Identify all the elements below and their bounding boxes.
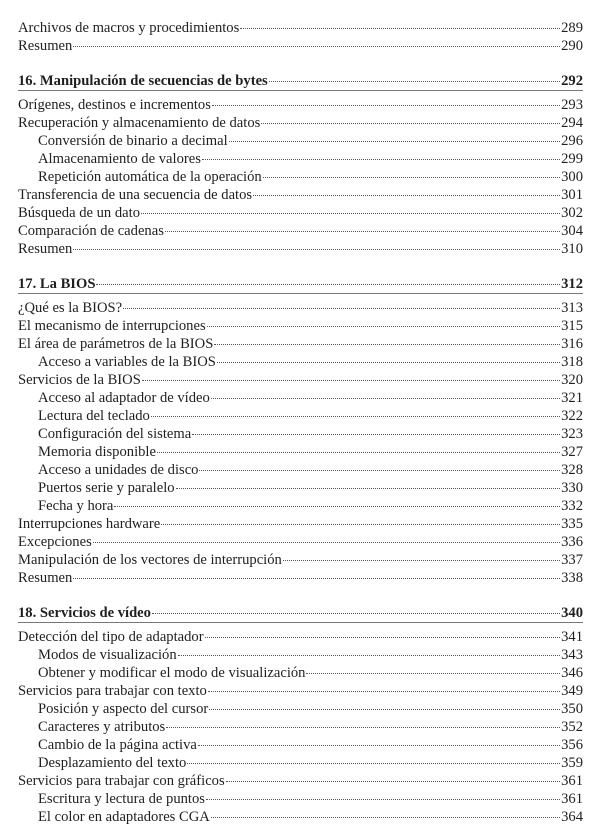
dot-leader [226,781,560,782]
entry-title: Archivos de macros y procedimientos [18,20,240,36]
page-number: 315 [561,318,583,334]
toc-subentry [18,700,583,718]
dot-leader [176,488,561,489]
toc-entry [18,335,583,353]
dot-leader [229,141,560,142]
entry-title: Fecha y hora [38,498,114,514]
dot-leader [166,727,560,728]
page-number: 299 [561,151,583,167]
entry-title: Puertos serie y paralelo [38,480,175,496]
toc-subentry [18,497,583,515]
toc-subentry [18,664,583,682]
entry-title: Manipulación de los vectores de interrupción [18,552,282,568]
entry-title: Lectura del teclado [38,408,150,424]
toc-entry [18,551,583,569]
toc-subentry [18,389,583,407]
page-number: 337 [561,552,583,568]
toc-entry [18,96,583,114]
toc-subentry [18,150,583,168]
entry-title: Búsqueda de un dato [18,205,140,221]
dot-leader [93,542,560,543]
toc-subentry [18,479,583,497]
entry-title: Recuperación y almacenamiento de datos [18,115,261,131]
entry-title: Obtener y modificar el modo de visualización [38,665,306,681]
page-number: 350 [561,701,583,717]
entry-title: Acceso a unidades de disco [38,462,199,478]
dot-leader [187,763,560,764]
dot-leader [141,213,560,214]
entry-title: Transferencia de una secuencia de datos [18,187,253,203]
page-number: 316 [561,336,583,352]
toc-subentry [18,132,583,150]
toc-entry [18,682,583,700]
dot-leader [151,416,560,417]
page-number: 323 [561,426,583,442]
page-number: 312 [561,276,583,292]
page-number: 296 [561,133,583,149]
dot-leader [253,195,560,196]
entry-title: Resumen [18,38,73,54]
entry-title: Orígenes, destinos e incrementos [18,97,211,113]
toc-subentry [18,736,583,754]
toc-entry [18,204,583,222]
dot-leader [142,380,560,381]
page-number: 293 [561,97,583,113]
page-number: 322 [561,408,583,424]
entry-title: Posición y aspecto del cursor [38,701,209,717]
entry-title: 16. Manipulación de secuencias de bytes [18,73,268,89]
toc-entry [18,186,583,204]
page-number: 304 [561,223,583,239]
dot-leader [199,470,560,471]
page-number: 361 [561,773,583,789]
dot-leader [208,691,560,692]
page-number: 335 [561,516,583,532]
dot-leader [211,398,560,399]
page-number: 341 [561,629,583,645]
dot-leader [178,655,560,656]
entry-title: Configuración del sistema [38,426,192,442]
page-number: 361 [561,791,583,807]
dot-leader [211,817,560,818]
dot-leader [73,249,560,250]
toc-entry [18,240,583,258]
dot-leader [214,344,560,345]
toc-entry [18,222,583,240]
dot-leader [73,578,560,579]
entry-title: Almacenamiento de valores [38,151,201,167]
entry-title: Memoria disponible [38,444,156,460]
toc-entry [18,317,583,335]
entry-title: Resumen [18,241,73,257]
toc-entry [18,19,583,37]
toc-entry [18,371,583,389]
toc-subentry [18,425,583,443]
entry-title: Cambio de la página activa [38,737,197,753]
page-number: 330 [561,480,583,496]
entry-title: 17. La BIOS [18,276,96,292]
page-number: 359 [561,755,583,771]
toc-subentry [18,461,583,479]
dot-leader [206,799,560,800]
toc-subentry [18,646,583,664]
toc-subentry [18,443,583,461]
dot-leader [152,613,560,614]
table-of-contents [18,19,583,826]
dot-leader [212,105,560,106]
page-number: 310 [561,241,583,257]
entry-title: Acceso a variables de la BIOS [38,354,216,370]
dot-leader [217,362,560,363]
entry-title: Servicios de la BIOS [18,372,141,388]
page-number: 343 [561,647,583,663]
dot-leader [192,434,560,435]
page-number: 364 [561,809,583,825]
page-number: 320 [561,372,583,388]
toc-subentry [18,168,583,186]
entry-title: Repetición automática de la operación [38,169,262,185]
entry-title: Servicios para trabajar con texto [18,683,207,699]
page-number: 290 [561,38,583,54]
toc-subentry [18,407,583,425]
entry-title: 18. Servicios de vídeo [18,605,151,621]
toc-subentry [18,718,583,736]
page-number: 301 [561,187,583,203]
entry-title: Desplazamiento del texto [38,755,187,771]
dot-leader [96,284,560,285]
toc-subentry [18,754,583,772]
page-number: 302 [561,205,583,221]
toc-entry [18,37,583,55]
entry-title: Comparación de cadenas [18,223,164,239]
page-number: 300 [561,169,583,185]
dot-leader [123,308,560,309]
toc-entry [18,772,583,790]
toc-subentry [18,808,583,826]
chapter-heading [18,72,583,91]
dot-leader [157,452,560,453]
dot-leader [261,123,560,124]
entry-title: El área de parámetros de la BIOS [18,336,214,352]
dot-leader [207,326,560,327]
page-number: 292 [561,73,583,89]
toc-subentry [18,790,583,808]
page-number: 313 [561,300,583,316]
entry-title: Resumen [18,570,73,586]
toc-entry [18,515,583,533]
entry-title: El mecanismo de interrupciones [18,318,206,334]
entry-title: Servicios para trabajar con gráficos [18,773,225,789]
chapter-heading [18,275,583,294]
toc-entry [18,628,583,646]
dot-leader [205,637,561,638]
dot-leader [263,177,560,178]
page-number: 356 [561,737,583,753]
page-number: 349 [561,683,583,699]
toc-subentry [18,353,583,371]
dot-leader [198,745,560,746]
dot-leader [240,28,560,29]
entry-title: Acceso al adaptador de vídeo [38,390,210,406]
dot-leader [165,231,560,232]
dot-leader [306,673,560,674]
toc-entry [18,299,583,317]
page-number: 294 [561,115,583,131]
page-number: 321 [561,390,583,406]
dot-leader [114,506,560,507]
toc-entry [18,569,583,587]
entry-title: Conversión de binario a decimal [38,133,228,149]
dot-leader [269,81,560,82]
dot-leader [283,560,560,561]
entry-title: Excepciones [18,534,92,550]
entry-title: ¿Qué es la BIOS? [18,300,123,316]
dot-leader [202,159,560,160]
dot-leader [209,709,560,710]
entry-title: Escritura y lectura de puntos [38,791,205,807]
toc-entry [18,533,583,551]
entry-title: Interrupciones hardware [18,516,161,532]
entry-title: Detección del tipo de adaptador [18,629,204,645]
page-number: 289 [561,20,583,36]
dot-leader [161,524,560,525]
dot-leader [73,46,560,47]
page-number: 352 [561,719,583,735]
entry-title: Caracteres y atributos [38,719,166,735]
page-number: 338 [561,570,583,586]
page-number: 327 [561,444,583,460]
toc-entry [18,114,583,132]
entry-title: El color en adaptadores CGA [38,809,210,825]
page-number: 332 [561,498,583,514]
page-number: 318 [561,354,583,370]
page-number: 346 [561,665,583,681]
page-number: 328 [561,462,583,478]
chapter-heading [18,604,583,623]
page-number: 336 [561,534,583,550]
entry-title: Modos de visualización [38,647,177,663]
page-number: 340 [561,605,583,621]
